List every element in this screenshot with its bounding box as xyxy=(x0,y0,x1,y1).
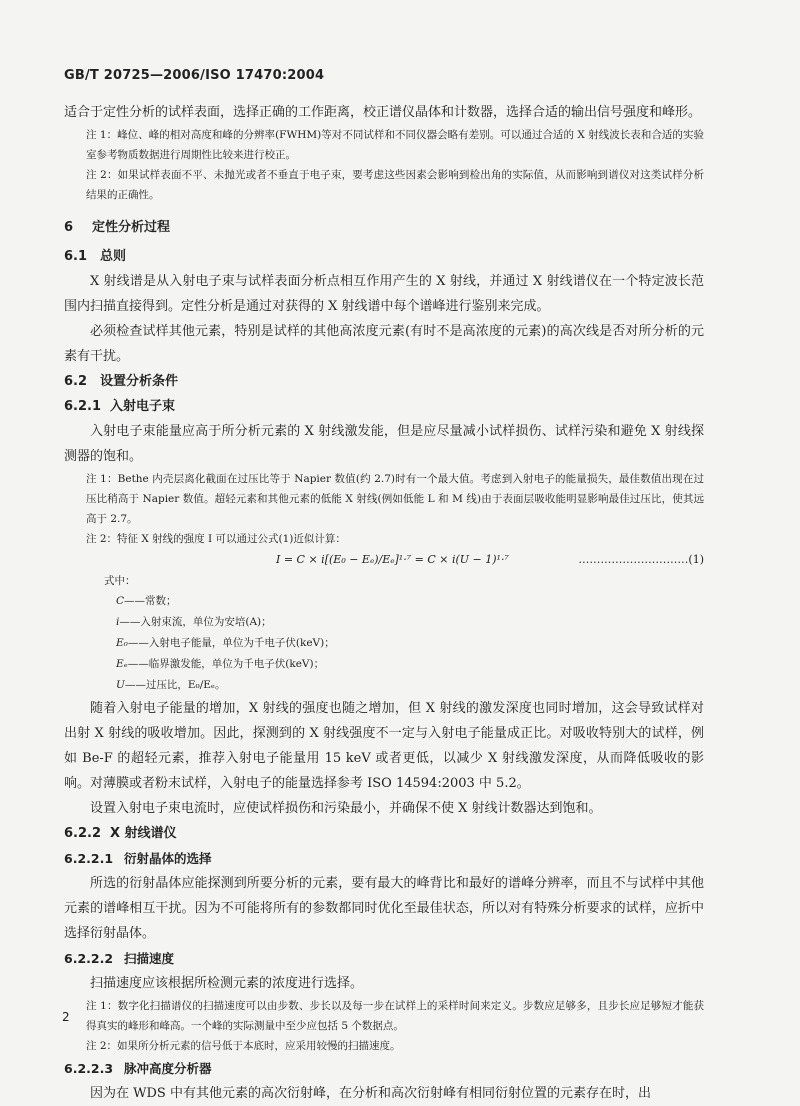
page-body xyxy=(64,100,704,1106)
section-number: 6.1 xyxy=(64,249,88,264)
note: 注 1：数字化扫描谱仪的扫描速度可以由步数、步长以及每一步在试样上的采样时间来定义。步数应足够多，且步长应足够短才能获得真实的峰形和峰高。一个峰的实际测量中至少应包括 5 个数据点。 xyxy=(86,1000,704,1032)
paragraph: 设置入射电子束电流时，应使试样损伤和污染最小，并确保不使 X 射线计数器达到饱和。 xyxy=(90,801,602,816)
equation-number: …………………………(1) xyxy=(578,553,704,566)
continued-paragraph: 适合于定性分析的试样表面，选择正确的工作距离，校正谱仪晶体和计数器，选择合适的输出信号强度和峰形。 xyxy=(64,105,702,120)
paragraph: 随着入射电子能量的增加，X 射线的强度也随之增加，但 X 射线的激发深度也同时增加，这会导致试样对出射 X 射线的吸收增加。因此，探测到的 X 射线强度不一定与入射电子能量成正比。对吸收特别大的试样，例如 Be-F 的超轻元素，推荐入射电子能量用 15 keV 或者更低，以减少 X 射线激发深度，从而降低吸收的影响。对薄膜或者粉末试样，入射电子的能量选择参考 ISO 14594:2003 中 5.2。 xyxy=(64,701,704,791)
section-heading xyxy=(64,244,704,269)
note: 注 2：如果试样表面不平、未抛光或者不垂直于电子束，要考虑这些因素会影响到检出角的实际值，从而影响到谱仪对这类试样分析结果的正确性。 xyxy=(86,169,704,201)
section-heading xyxy=(64,846,704,871)
section-number: 6 xyxy=(64,220,74,235)
symbol-definition xyxy=(116,675,704,696)
symbol: i xyxy=(116,616,120,628)
symbol: C xyxy=(116,595,125,607)
equation: I = C × i[(E₀ − Eₑ)/Eₑ]¹·⁷ = C × i(U − 1)¹·⁷ xyxy=(276,553,509,566)
note: 注 1：峰位、峰的相对高度和峰的分辨率(FWHM)等对不同试样和不同仪器会略有差别。可以通过合适的 X 射线波长表和合适的实验室参考物质数据进行周期性比较来进行校正。 xyxy=(86,129,704,161)
note: 注 1：Bethe 内壳层离化截面在过压比等于 Napier 数值(约 2.7)时有一个最大值。考虑到入射电子的能量损失，最佳数值出现在过压比稍高于 Napier 数值。超轻元素和其他元素的低能 X 射线(例如低能 L 和 M 线)由于表面层吸收能明显影响最佳过压比，使其远高于 2.7。 xyxy=(86,473,704,525)
section-number: 6.2.2.2 xyxy=(64,951,114,966)
section-title: 衍射晶体的选择 xyxy=(124,851,212,866)
section-heading xyxy=(64,946,704,971)
paragraph: 扫描速度应该根据所检测元素的浓度进行选择。 xyxy=(90,976,364,991)
section-heading xyxy=(64,215,704,240)
section-heading xyxy=(64,1056,704,1081)
symbol-definition xyxy=(116,612,704,633)
paragraph: 因为在 WDS 中有其他元素的高次衍射峰，在分析和高次衍射峰有相同衍射位置的元素存在时，出 xyxy=(90,1086,651,1101)
section-title: 设置分析条件 xyxy=(100,374,179,389)
symbol-definition xyxy=(116,654,704,675)
section-title: 扫描速度 xyxy=(124,951,175,966)
symbol-description: ——入射束流，单位为安培(A)； xyxy=(119,616,272,628)
symbol: U xyxy=(116,679,125,691)
symbol-description: ——入射电子能量，单位为千电子伏(keV)； xyxy=(127,637,335,649)
note: 注 2：如果所分析元素的信号低于本底时，应采用较慢的扫描速度。 xyxy=(86,1040,401,1052)
symbol: Eₑ xyxy=(116,658,128,670)
paragraph: 必须检查试样其他元素，特别是试样的其他高浓度元素(有时不是高浓度的元素)的高次线是否对所分析的元素有干扰。 xyxy=(64,324,704,364)
page-number: 2 xyxy=(62,1010,70,1024)
section-title: 总则 xyxy=(100,249,127,264)
symbol-definition xyxy=(116,633,704,654)
section-number: 6.2 xyxy=(64,374,88,389)
equation-row xyxy=(86,549,704,571)
note: 注 2：特征 X 射线的强度 I 可以通过公式(1)近似计算： xyxy=(86,533,346,545)
section-number: 6.2.2.1 xyxy=(64,851,114,866)
section-title: 定性分析过程 xyxy=(92,220,171,235)
symbol: E₀ xyxy=(116,637,128,649)
symbol-description: ——常数； xyxy=(124,595,177,607)
section-number: 6.2.1 xyxy=(64,399,102,414)
section-title: X 射线谱仪 xyxy=(110,826,177,841)
section-heading xyxy=(64,394,704,419)
paragraph: X 射线谱是从入射电子束与试样表面分析点相互作用产生的 X 射线，并通过 X 射线谱仪在一个特定波长范围内扫描直接得到。定性分析是通过对获得的 X 射线谱中每个谱峰进行鉴别来完成。 xyxy=(64,274,704,314)
standard-header: GB/T 20725—2006/ISO 17470:2004 xyxy=(64,68,325,83)
section-title: 入射电子束 xyxy=(110,399,176,414)
section-title: 脉冲高度分析器 xyxy=(124,1061,212,1076)
section-heading xyxy=(64,821,704,846)
where-label: 式中： xyxy=(104,575,136,587)
symbol-definition xyxy=(116,591,704,612)
symbol-description: ——临界激发能，单位为千电子伏(keV)； xyxy=(127,658,325,670)
paragraph: 所选的衍射晶体应能探测到所要分析的元素，要有最大的峰背比和最好的谱峰分辨率，而且不与试样中其他元素的谱峰相互干扰。因为不可能将所有的参数都同时优化至最佳状态，所以对有特殊分析要求的试样，应折中选择衍射晶体。 xyxy=(64,876,704,941)
section-number: 6.2.2.3 xyxy=(64,1061,114,1076)
section-number: 6.2.2 xyxy=(64,826,102,841)
symbol-description: ——过压比，E₀/Eₑ。 xyxy=(124,679,226,691)
section-heading xyxy=(64,369,704,394)
paragraph: 入射电子束能量应高于所分析元素的 X 射线激发能，但是应尽量减小试样损伤、试样污染和避免 X 射线探测器的饱和。 xyxy=(64,424,704,464)
